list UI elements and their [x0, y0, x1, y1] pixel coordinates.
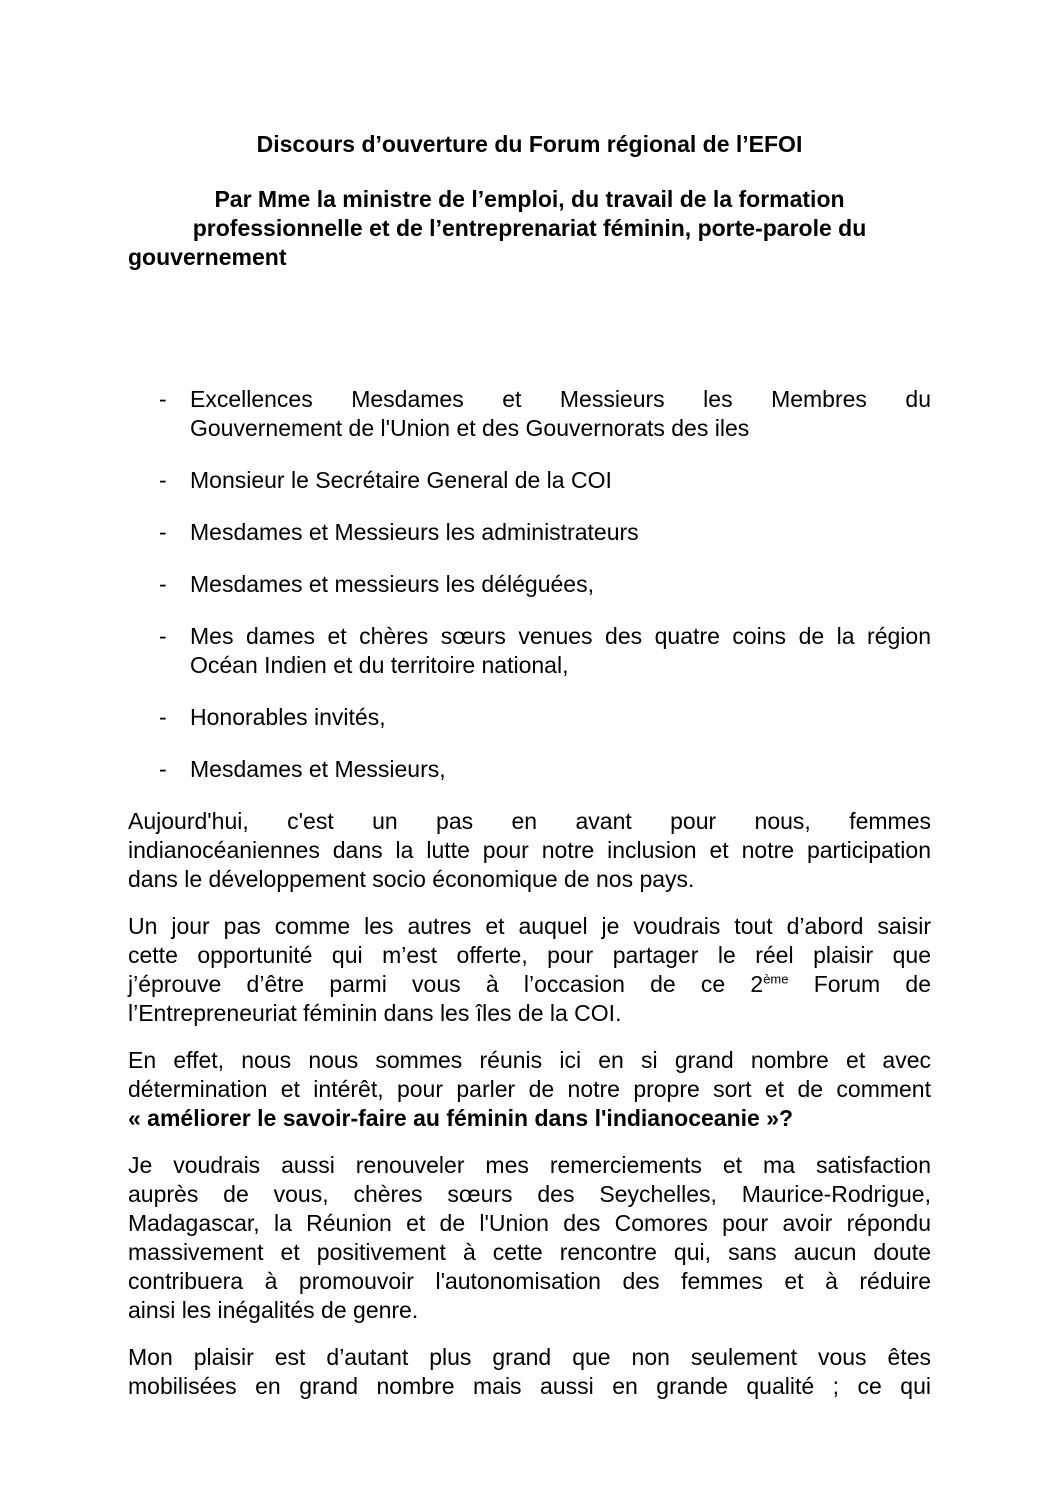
- salutation-list: [128, 385, 931, 784]
- salutation-item: [128, 622, 931, 680]
- text-line: Mesdames et messieurs les déléguées,: [190, 571, 594, 597]
- bullet-dash-icon: -: [159, 386, 167, 412]
- salutation-item: [128, 703, 931, 732]
- text-line: Mon plaisir est d’autant plus grand que non seulement vous êtes: [128, 1344, 931, 1370]
- paragraph: [128, 1151, 931, 1325]
- salutation-text: [190, 703, 931, 732]
- text-line: détermination et intérêt, pour parler de notre propre sort et de comment: [128, 1076, 931, 1102]
- text-line: gouvernement: [128, 244, 287, 270]
- salutation-item: [128, 466, 931, 495]
- text-line: Madagascar, la Réunion et de l'Union des Comores pour avoir répondu: [128, 1210, 931, 1236]
- text-segment: Forum de: [788, 971, 931, 997]
- paragraph: [128, 1046, 931, 1133]
- text-line: Excellences Mesdames et Messieurs les Membres du: [190, 386, 931, 412]
- salutation-item: [128, 755, 931, 784]
- bullet-dash-icon: -: [159, 467, 167, 493]
- text-line: Mes dames et chères sœurs venues des quatre coins de la région: [190, 623, 931, 649]
- text-line: Monsieur le Secrétaire General de la COI: [190, 467, 612, 493]
- text-line: Par Mme la ministre de l’emploi, du travail de la formation: [214, 186, 845, 212]
- text-line: auprès de vous, chères sœurs des Seychelles, Maurice-Rodrigue,: [128, 1181, 931, 1207]
- salutation-text: [190, 622, 931, 680]
- text-line: ainsi les inégalités de genre.: [128, 1297, 419, 1323]
- salutation-text: [190, 518, 931, 547]
- text-line: mobilisées en grand nombre mais aussi en grande qualité ; ce qui: [128, 1373, 931, 1399]
- bullet-dash-icon: -: [159, 623, 167, 649]
- text-line: Gouvernement de l'Union et des Gouvernorats des iles: [190, 415, 750, 441]
- bullet-dash-icon: -: [159, 519, 167, 545]
- document-title: Discours d’ouverture du Forum régional de l’EFOI: [256, 131, 803, 157]
- text-line: cette opportunité qui m’est offerte, pour partager le réel plaisir que: [128, 942, 931, 968]
- text-line: Océan Indien et du territoire national,: [190, 652, 569, 678]
- text-line: Honorables invités,: [190, 704, 386, 730]
- text-line: Mesdames et Messieurs les administrateurs: [190, 519, 639, 545]
- text-line: En effet, nous nous sommes réunis ici en si grand nombre et avec: [128, 1047, 931, 1073]
- salutation-item: [128, 570, 931, 599]
- text-line: Aujourd'hui, c'est un pas en avant pour nous, femmes: [128, 808, 931, 834]
- text-line: dans le développement socio économique de nos pays.: [128, 866, 695, 892]
- text-line: l’Entrepreneuriat féminin dans les îles de la COI.: [128, 1000, 622, 1026]
- paragraph: [128, 912, 931, 1028]
- superscript-text: ème: [763, 971, 789, 987]
- text-line: [128, 970, 931, 999]
- text-line: massivement et positivement à cette rencontre qui, sans aucun doute: [128, 1239, 931, 1265]
- text-line: Mesdames et Messieurs,: [190, 756, 446, 782]
- bold-text: « améliorer le savoir-faire au féminin dans l'indianoceanie »?: [128, 1105, 794, 1131]
- salutation-text: [190, 385, 931, 443]
- paragraph: [128, 807, 931, 894]
- salutation-text: [190, 755, 931, 784]
- salutation-text: [190, 570, 931, 599]
- text-line: Un jour pas comme les autres et auquel je voudrais tout d’abord saisir: [128, 913, 931, 939]
- bullet-dash-icon: -: [159, 704, 167, 730]
- bullet-dash-icon: -: [159, 571, 167, 597]
- text-line: contribuera à promouvoir l'autonomisation des femmes et à réduire: [128, 1268, 931, 1294]
- text-line: professionnelle et de l’entreprenariat féminin, porte-parole du: [192, 215, 867, 241]
- text-line: indianocéaniennes dans la lutte pour notre inclusion et notre participation: [128, 837, 931, 863]
- document-header: [128, 130, 931, 272]
- paragraph: [128, 1343, 931, 1401]
- salutation-text: [190, 466, 931, 495]
- text-line: [128, 1104, 931, 1133]
- text-line: Je voudrais aussi renouveler mes remerciements et ma satisfaction: [128, 1152, 931, 1178]
- salutation-item: [128, 518, 931, 547]
- salutation-item: [128, 385, 931, 443]
- document-subtitle: [128, 185, 931, 272]
- text-segment: j’éprouve d’être parmi vous à l’occasion de ce 2: [128, 971, 764, 997]
- speech-body: [128, 807, 931, 1401]
- bullet-dash-icon: -: [159, 756, 167, 782]
